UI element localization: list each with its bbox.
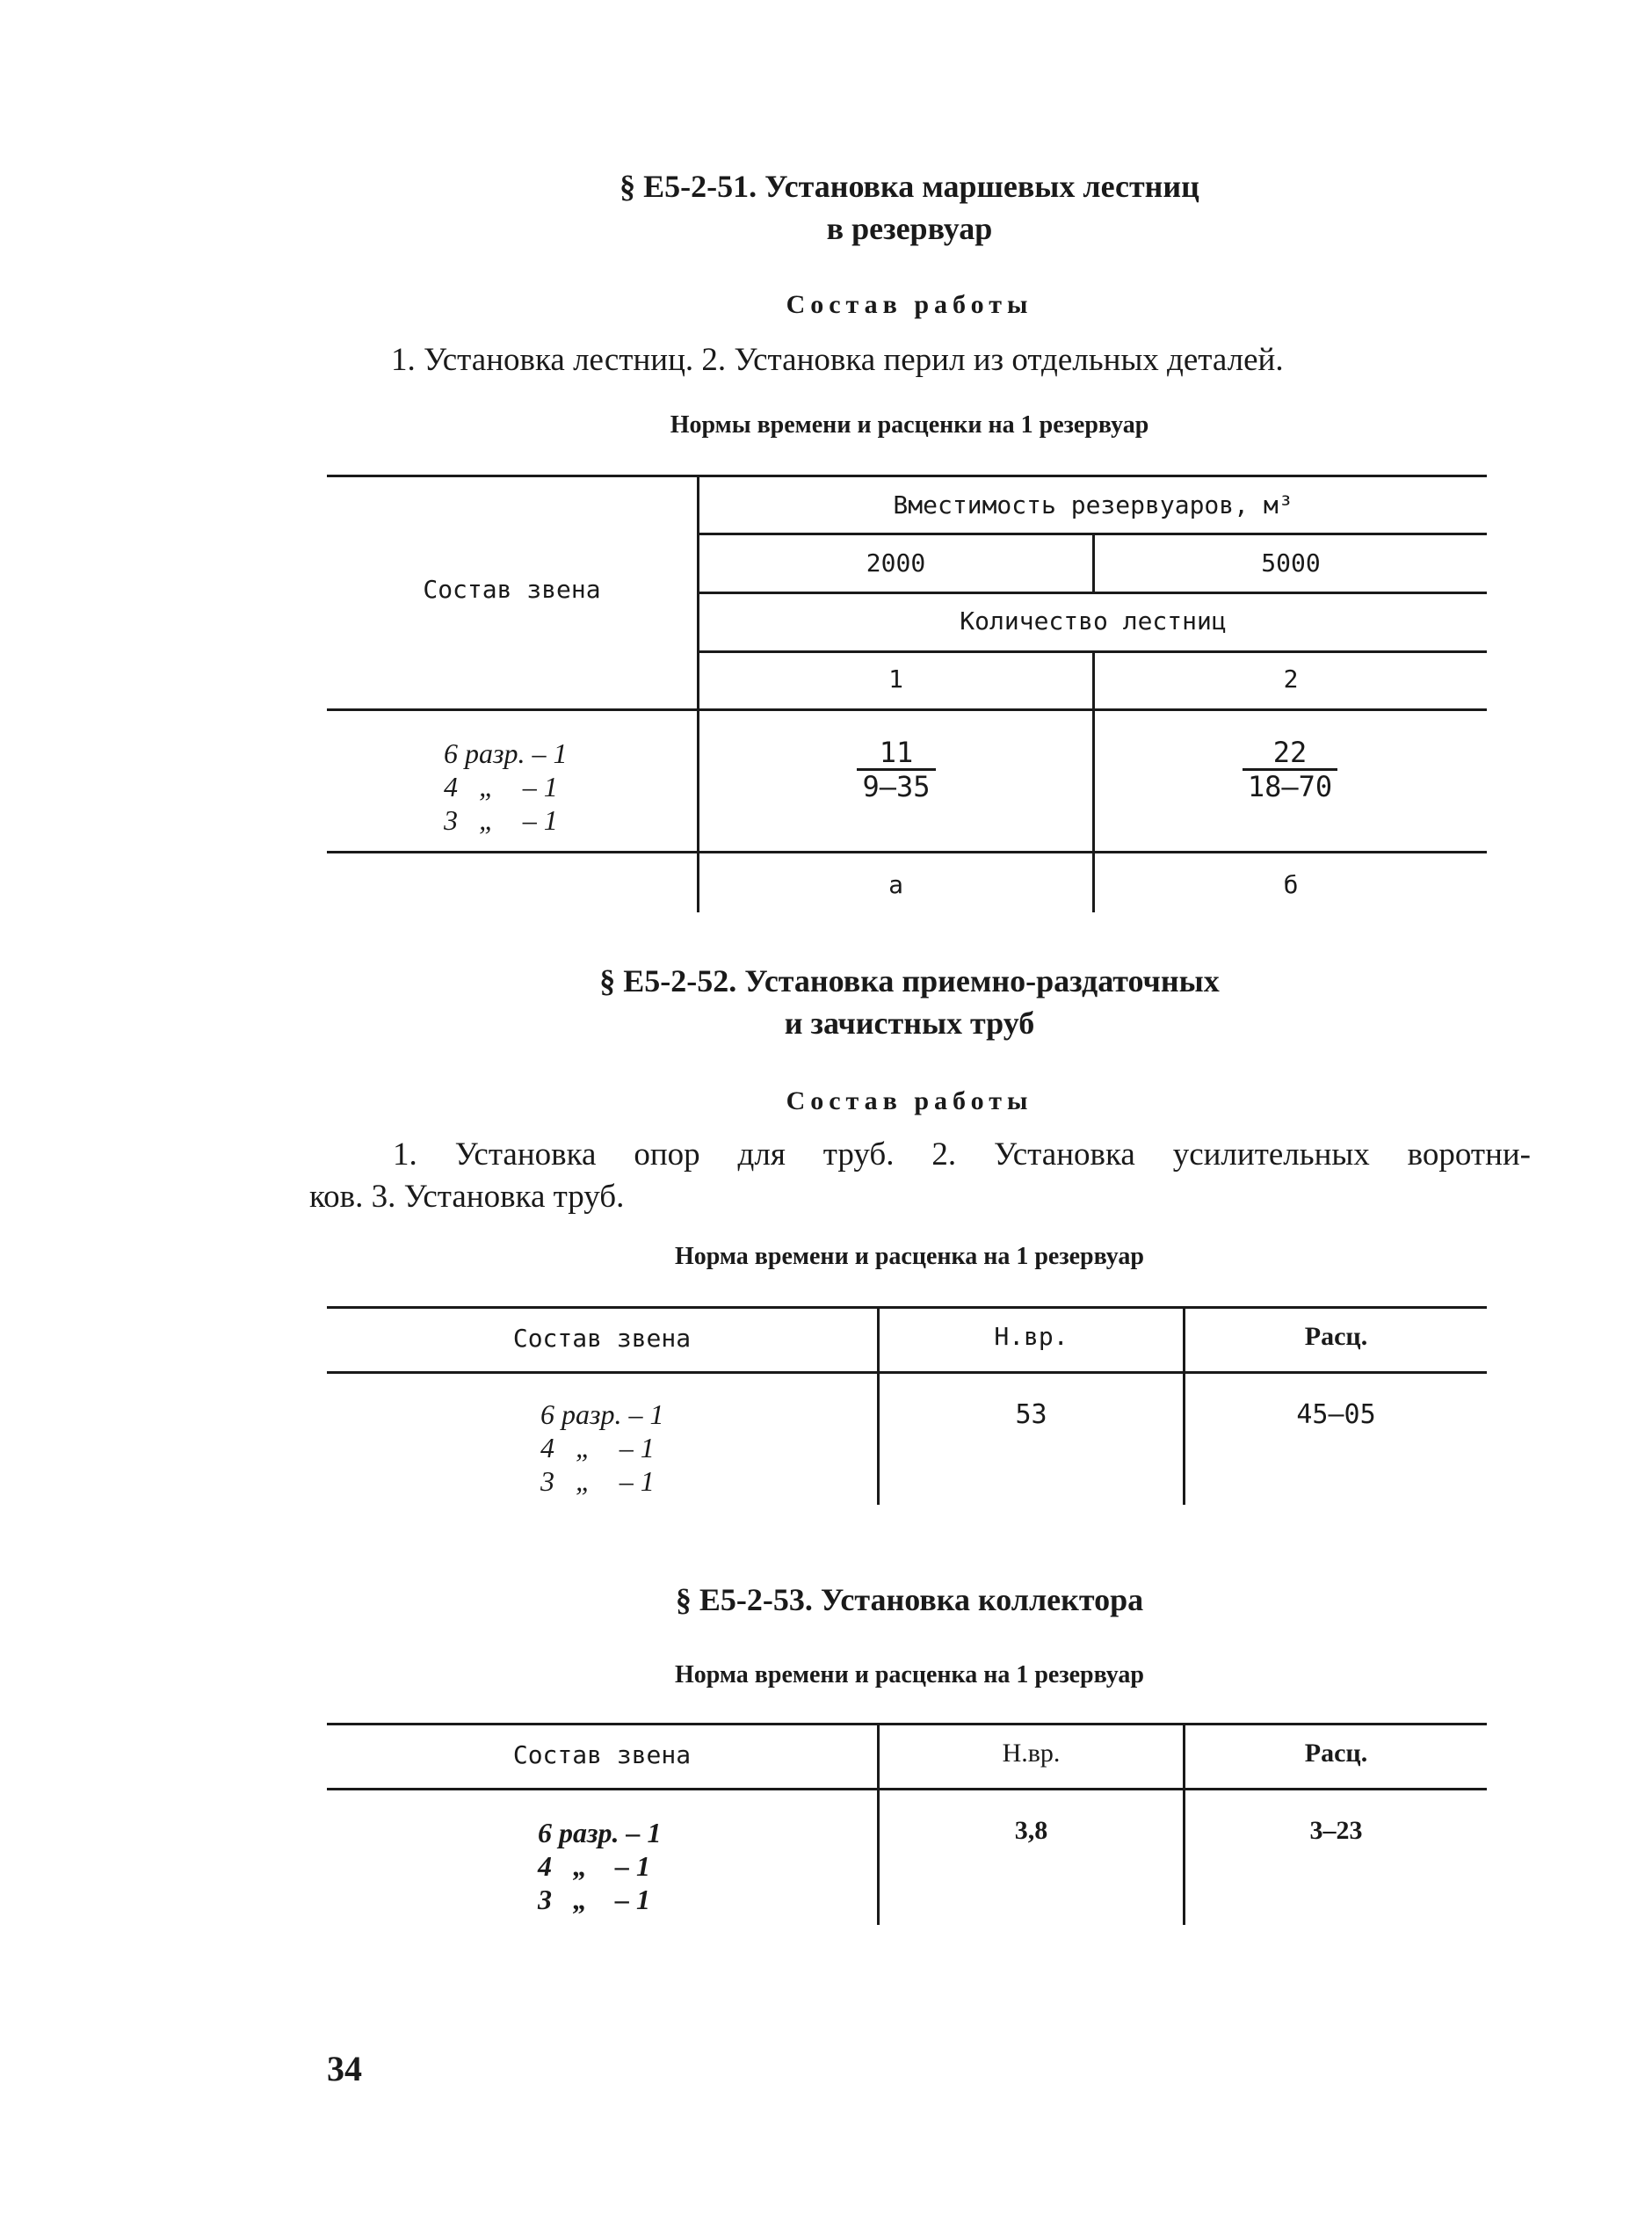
column-index-b: б bbox=[1283, 870, 1299, 899]
section-52-nvr: 53 bbox=[1015, 1399, 1047, 1430]
section-51-heading bbox=[299, 165, 1520, 250]
section-52-heading-line2: и зачистных труб bbox=[784, 1006, 1035, 1041]
col-rasc-header: Расц. bbox=[1304, 1739, 1368, 1768]
section-52-work-line1: 1. Установка опор для труб. 2. Установка усилительных воротни- bbox=[393, 1136, 1531, 1173]
col-crew-header: Состав звена bbox=[512, 1324, 692, 1353]
section-52-work-text bbox=[309, 1134, 1531, 1218]
section-51-work-text: 1. Установка лестниц. 2. Установка перил из отдельных деталей. bbox=[391, 342, 1284, 378]
section-52-work-title: Состав работы bbox=[786, 1086, 1033, 1115]
capacity-2000: 2000 bbox=[866, 548, 926, 577]
col-crew-header: Состав звена bbox=[512, 1740, 692, 1769]
col-crew-header: Состав звена bbox=[423, 575, 601, 604]
section-52-rasc: 45–05 bbox=[1296, 1399, 1376, 1430]
section-51-crew: 6 разр. – 1 4 „ – 1 3 „ – 1 bbox=[444, 737, 568, 836]
value-2000-time: 11 bbox=[857, 737, 936, 771]
col-rasc-header: Расц. bbox=[1304, 1322, 1368, 1351]
section-51-heading-line2: в резервуар bbox=[826, 211, 993, 246]
col-nvr-header: Н.вр. bbox=[994, 1322, 1069, 1351]
value-5000-time: 22 bbox=[1243, 737, 1337, 771]
section-52-heading bbox=[299, 960, 1520, 1044]
section-53-nvr: 3,8 bbox=[1014, 1816, 1048, 1845]
section-51-caption: Нормы времени и расценки на 1 резервуар bbox=[670, 411, 1149, 439]
col-nvr-header: Н.вр. bbox=[1002, 1739, 1061, 1768]
capacity-header: Вместимость резервуаров, м³ bbox=[893, 490, 1293, 519]
section-53-heading: § Е5-2-53. Установка коллектора bbox=[675, 1582, 1144, 1617]
section-51-work-title: Состав работы bbox=[786, 290, 1033, 319]
section-53-rasc: 3–23 bbox=[1309, 1816, 1363, 1845]
column-index-a: а bbox=[888, 870, 903, 899]
section-52-crew: 6 разр. – 1 4 „ – 1 3 „ – 1 bbox=[540, 1398, 664, 1497]
section-52-heading-line1: § Е5-2-52. Установка приемно-раздаточных bbox=[599, 963, 1220, 998]
section-53-caption: Норма времени и расценка на 1 резервуар bbox=[675, 1661, 1144, 1688]
section-53-crew: 6 разр. – 1 4 „ – 1 3 „ – 1 bbox=[538, 1817, 662, 1915]
page-number: 34 bbox=[327, 2049, 362, 2088]
count-1: 1 bbox=[888, 664, 903, 693]
section-52-work-line2: ков. 3. Установка труб. bbox=[309, 1179, 625, 1215]
count-header: Количество лестниц bbox=[960, 606, 1227, 635]
value-5000-fraction bbox=[1243, 737, 1337, 802]
value-2000-fraction bbox=[857, 737, 936, 802]
value-5000-price: 18–70 bbox=[1247, 770, 1333, 803]
capacity-5000: 5000 bbox=[1261, 548, 1321, 577]
section-51-heading-line1: § Е5-2-51. Установка маршевых лестниц bbox=[620, 169, 1199, 204]
section-52-caption: Норма времени и расценка на 1 резервуар bbox=[675, 1243, 1144, 1270]
count-2: 2 bbox=[1283, 664, 1299, 693]
value-2000-price: 9–35 bbox=[862, 770, 931, 803]
